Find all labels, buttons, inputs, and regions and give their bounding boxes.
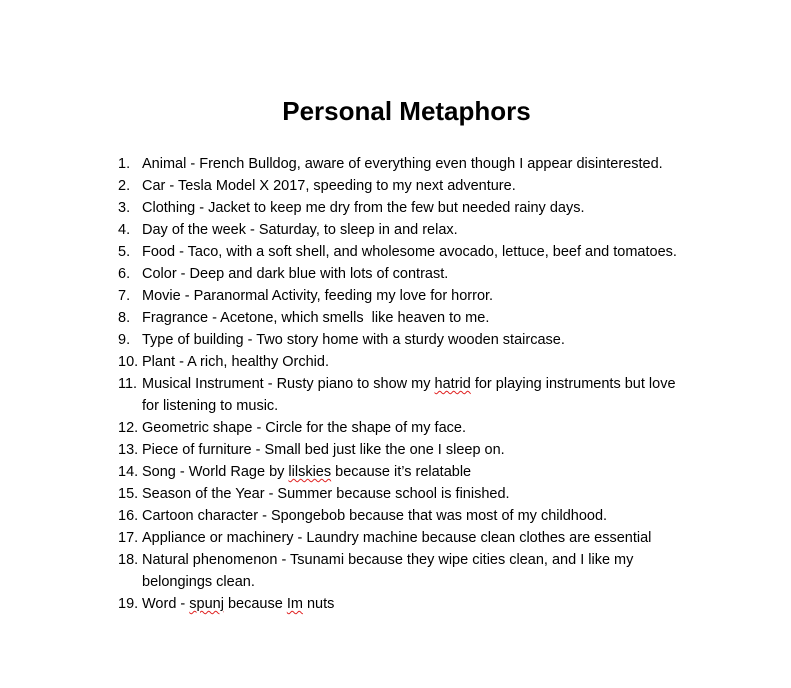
list-item-cartoon [118,505,738,527]
list-item-food [118,241,738,263]
list-item-animal [118,153,738,175]
item-text: Cartoon character - Spongebob because that was most of my childhood. [142,508,608,524]
item-number: 13. [118,442,139,458]
item-number: 15. [118,486,139,502]
list-item-furniture [118,439,738,461]
item-number: 1. [118,156,131,172]
item-text: Animal - French Bulldog, aware of everything even though I appear disinterested. [142,156,663,172]
list-item-song [118,461,738,483]
item-number: 18. [118,552,139,568]
item-text: Season of the Year - Summer because school is finished. [142,486,510,502]
list-item-movie [118,285,738,307]
item-number: 17. [118,530,139,546]
item-text: Plant - A rich, healthy Orchid. [142,354,329,370]
item-number: 19. [118,596,139,612]
item-number: 9. [118,332,131,348]
item-text: Day of the week - Saturday, to sleep in and relax. [142,222,458,238]
misspelled-word[interactable]: spunj [189,596,224,612]
document-title: Personal Metaphors [282,96,531,126]
item-text-part: Word - [142,596,190,612]
item-text-continuation: for listening to music. [142,398,279,414]
list-item-season [118,483,738,505]
misspelled-word[interactable]: hatrid [434,376,471,392]
list-item-fragrance [118,307,738,329]
item-text: Movie - Paranormal Activity, feeding my love for horror. [142,288,494,304]
item-text-part: because [223,596,287,612]
item-number: 11. [118,376,138,392]
item-text: Type of building - Two story home with a sturdy wooden staircase. [142,332,565,348]
list-item-word [118,593,738,615]
item-text-part: Song - World Rage by [142,464,289,480]
list-item-car [118,175,738,197]
item-number: 10. [118,354,139,370]
item-text [142,461,471,483]
item-number: 7. [118,288,131,304]
item-text [142,593,334,615]
item-number: 5. [118,244,131,260]
list-item-day-of-week [118,219,738,241]
item-text [142,549,633,593]
item-text: Fragrance - Acetone, which smells like heaven to me. [142,310,490,326]
item-text-part: because it’s relatable [331,464,472,480]
item-text: Piece of furniture - Small bed just like the one I sleep on. [142,442,505,458]
item-text: Clothing - Jacket to keep me dry from the few but needed rainy days. [142,200,585,216]
item-number: 3. [118,200,131,216]
list-item-color [118,263,738,285]
item-number: 6. [118,266,131,282]
misspelled-word[interactable]: Im [286,596,303,612]
item-number: 4. [118,222,131,238]
item-number: 16. [118,508,139,524]
metaphor-list [118,153,738,615]
item-number: 12. [118,420,139,436]
list-item-musical-instrument [118,373,738,417]
item-text [142,373,676,417]
item-number: 8. [118,310,131,326]
misspelled-word[interactable]: lilskies [288,464,332,480]
item-number: 14. [118,464,139,480]
item-text: Car - Tesla Model X 2017, speeding to my next adventure. [142,178,516,194]
item-text-part: Musical Instrument - Rusty piano to show my [142,376,435,392]
list-item-building [118,329,738,351]
item-number: 2. [118,178,131,194]
list-item-appliance [118,527,738,549]
item-text: Food - Taco, with a soft shell, and wholesome avocado, lettuce, beef and tomatoes. [142,244,677,260]
item-text-part: nuts [302,596,335,612]
item-text-continuation: belongings clean. [142,574,255,590]
list-item-natural-phenomenon [118,549,738,593]
list-item-clothing [118,197,738,219]
item-text-part: Natural phenomenon - Tsunami because they wipe cities clean, and I like my [142,552,634,568]
item-text: Color - Deep and dark blue with lots of contrast. [142,266,449,282]
list-item-geometric-shape [118,417,738,439]
item-text-part: for playing instruments but love [470,376,676,392]
item-text: Appliance or machinery - Laundry machine because clean clothes are essential [142,530,652,546]
item-text: Geometric shape - Circle for the shape of my face. [142,420,466,436]
list-item-plant [118,351,738,373]
